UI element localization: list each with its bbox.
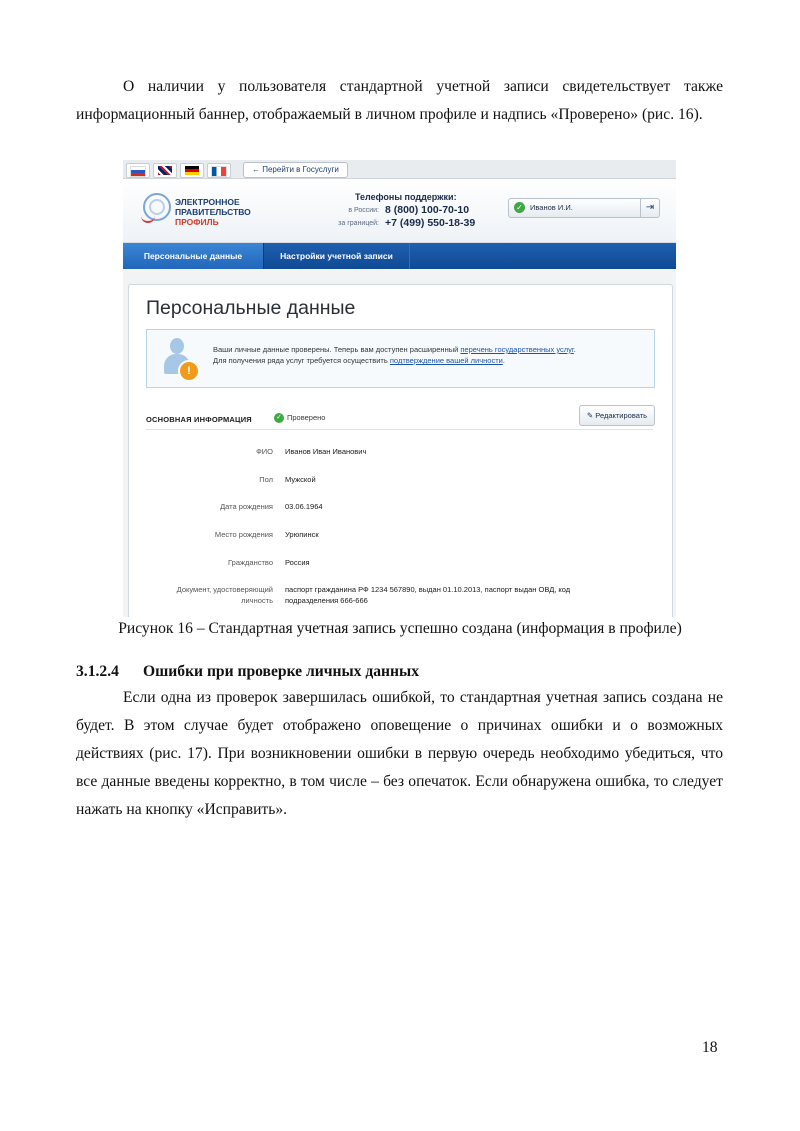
logo-line1: ЭЛЕКТРОННОЕ bbox=[175, 197, 240, 207]
check-icon: ✓ bbox=[274, 413, 284, 423]
site-logo[interactable] bbox=[175, 197, 251, 227]
flag-ru-icon[interactable] bbox=[126, 163, 150, 178]
verified-status bbox=[274, 413, 325, 423]
banner-line2 bbox=[213, 356, 505, 365]
field-value: Мужской bbox=[285, 475, 316, 484]
paragraph-intro-rest: информационный баннер, отображаемый в личном профиле и надпись «Проверено» (рис. 16). bbox=[76, 106, 703, 123]
user-warning-icon: ! bbox=[161, 338, 191, 378]
goto-gosuslugi-button[interactable]: ← Перейти в Госуслуги bbox=[243, 162, 348, 178]
field-value: Россия bbox=[285, 558, 310, 567]
profile-card bbox=[128, 284, 673, 617]
field-label: Пол bbox=[259, 475, 273, 484]
divider bbox=[146, 429, 653, 430]
user-name: Иванов И.И. bbox=[530, 203, 573, 212]
paragraph-errors-rest: не будет. В этом случае будет отображено оповещение о причинах ошибки и о возможных действиях (рис. 17). При возникновении ошибки в первую очередь необходимо убедиться, что все данные введены корректно, в том числе – без опечаток. Если обнаружена ошибка, то следует нажать на кнопку «Исправить». bbox=[76, 689, 723, 818]
verification-banner bbox=[146, 329, 655, 388]
logo-line3: ПРОФИЛЬ bbox=[175, 217, 219, 227]
tab-personal-data[interactable]: Персональные данные bbox=[123, 243, 264, 269]
edit-button[interactable] bbox=[579, 405, 655, 426]
support-russia-label: в России: bbox=[348, 207, 379, 214]
field-value: Иванов Иван Иванович bbox=[285, 447, 367, 456]
verified-label: Проверено bbox=[287, 413, 326, 422]
flag-gb-icon[interactable] bbox=[153, 163, 177, 178]
paragraph-errors bbox=[76, 684, 723, 824]
tab-account-settings[interactable]: Настройки учетной записи bbox=[264, 243, 410, 269]
identity-confirm-link[interactable]: подтверждение вашей личности bbox=[389, 356, 503, 365]
banner-line2-text: Для получения ряда услуг требуется осуществить bbox=[213, 356, 390, 365]
field-label: Дата рождения bbox=[220, 502, 273, 511]
field-value: Урюпинск bbox=[285, 530, 319, 539]
main-nav bbox=[123, 243, 676, 269]
document-label bbox=[146, 584, 273, 606]
banner-line1-end: . bbox=[573, 345, 576, 354]
profile-screenshot bbox=[123, 160, 676, 617]
section-heading bbox=[76, 661, 419, 683]
support-abroad-label: за границей: bbox=[338, 220, 379, 227]
field-label: Место рождения bbox=[214, 530, 273, 539]
paragraph-intro-line1: О наличии у пользователя стандартной учетной записи свидетельствует также bbox=[123, 78, 723, 95]
field-label: Гражданство bbox=[228, 558, 273, 567]
check-icon: ✓ bbox=[514, 202, 525, 213]
field-value: 03.06.1964 bbox=[285, 502, 323, 511]
support-title: Телефоны поддержки: bbox=[355, 192, 457, 202]
document-value bbox=[285, 584, 645, 606]
section-title: ОСНОВНАЯ ИНФОРМАЦИЯ bbox=[146, 415, 252, 424]
figure-caption: Рисунок 16 – Стандартная учетная запись успешно создана (информация в профиле) bbox=[118, 620, 682, 637]
banner-line1 bbox=[213, 345, 576, 354]
section-number: 3.1.2.4 bbox=[76, 663, 119, 680]
banner-line1-text: Ваши личные данные проверены. Теперь вам доступен расширенный bbox=[213, 345, 461, 354]
logout-icon[interactable]: ⇥ bbox=[640, 199, 659, 217]
language-bar bbox=[123, 160, 676, 179]
emblem-icon bbox=[143, 193, 171, 221]
services-list-link[interactable]: перечень государственных услуг bbox=[460, 345, 574, 354]
section-heading-text: Ошибки при проверке личных данных bbox=[143, 663, 419, 680]
banner-line2-end: . bbox=[502, 356, 505, 365]
document-value-line1: паспорт гражданина РФ 1234 567890, выдан 01.10.2013, паспорт выдан ОВД, код bbox=[285, 585, 571, 594]
field-label: ФИО bbox=[256, 447, 273, 456]
document-value-line2: подразделения 666-666 bbox=[285, 596, 368, 605]
flag-fr-icon[interactable] bbox=[207, 163, 231, 178]
paragraph-errors-line1: Если одна из проверок завершилась ошибкой, то стандартная учетная запись создана bbox=[123, 689, 703, 706]
pencil-icon: ✎ bbox=[586, 411, 594, 420]
document-label-line1: Документ, удостоверяющий bbox=[176, 585, 273, 594]
document-label-line2: личность bbox=[241, 596, 273, 605]
user-menu[interactable] bbox=[508, 198, 660, 218]
edit-label: Редактировать bbox=[595, 411, 648, 420]
flag-de-icon[interactable] bbox=[180, 163, 204, 178]
logo-line2: ПРАВИТЕЛЬСТВО bbox=[175, 207, 251, 217]
support-abroad-number: +7 (499) 550-18-39 bbox=[385, 217, 476, 229]
site-header bbox=[123, 179, 676, 243]
support-russia-number: 8 (800) 100-70-10 bbox=[385, 204, 470, 216]
paragraph-intro bbox=[76, 73, 723, 129]
page-number: 18 bbox=[702, 1039, 718, 1056]
page-title: Персональные данные bbox=[146, 297, 356, 319]
